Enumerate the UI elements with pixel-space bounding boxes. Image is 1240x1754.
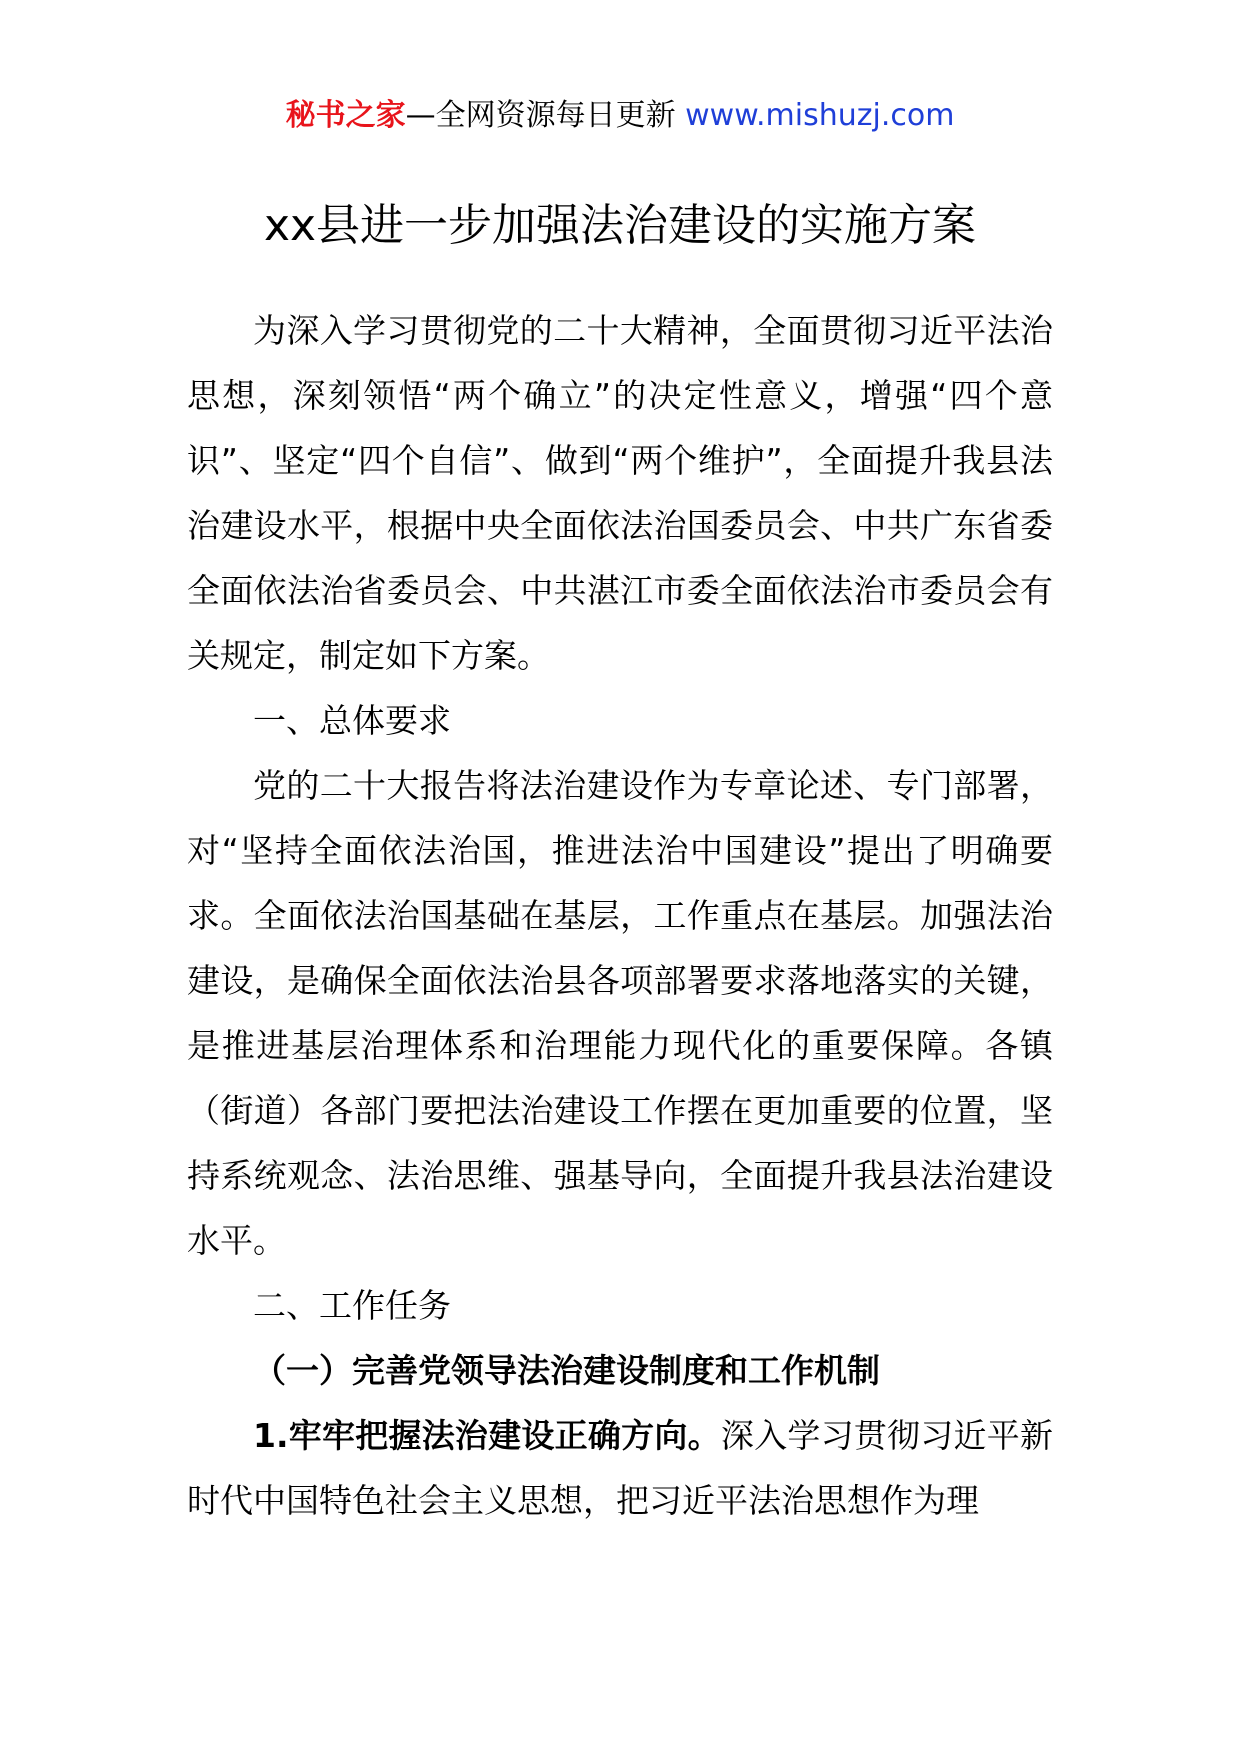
requirements-paragraph: 党的二十大报告将法治建设作为专章论述、专门部署，对“坚持全面依法治国，推进法治中国建设”提出了明确要求。全面依法治国基础在基层，工作重点在基层。加强法治建设，是确保全面依法治县各项部署要求落地落实的关键，是推进基层治理体系和治理能力现代化的重要保障。各镇（街道）各部门要把法治建设工作摆在更加重要的位置，坚持系统观念、法治思维、强基导向，全面提升我县法治建设水平。 <box>187 766 1053 1260</box>
document-title: xx县进一步加强法治建设的实施方案 <box>263 200 977 251</box>
item-1-paragraph <box>187 1403 1053 1533</box>
intro-paragraph: 为深入学习贯彻党的二十大精神，全面贯彻习近平法治思想，深刻领悟“两个确立”的决定性意义，增强“四个意识”、坚定“四个自信”、做到“两个维护”，全面提升我县法治建设水平，根据中央全面依法治国委员会、中共广东省委全面依法治省委员会、中共湛江市委全面依法治市委员会有关规定，制定如下方案。 <box>187 311 1053 675</box>
section-heading-work-tasks: 二、工作任务 <box>253 1286 451 1325</box>
subsection-heading-party-leadership: （一）完善党领导法治建设制度和工作机制 <box>253 1351 880 1390</box>
site-url-link[interactable]: www.mishuzj.com <box>685 98 955 133</box>
item-1-text: 深入学习贯彻习近平新时代中国特色社会主义思想，把习近平法治思想作为理 <box>187 1416 1054 1520</box>
document-body <box>187 298 1053 1533</box>
header-slogan: —全网资源每日更新 <box>405 98 686 133</box>
item-1-lead: 1.牢牢把握法治建设正确方向。 <box>253 1416 721 1455</box>
site-header <box>0 96 1240 136</box>
section-heading-general-requirements: 一、总体要求 <box>253 701 451 740</box>
brand-name: 秘书之家 <box>285 98 406 133</box>
